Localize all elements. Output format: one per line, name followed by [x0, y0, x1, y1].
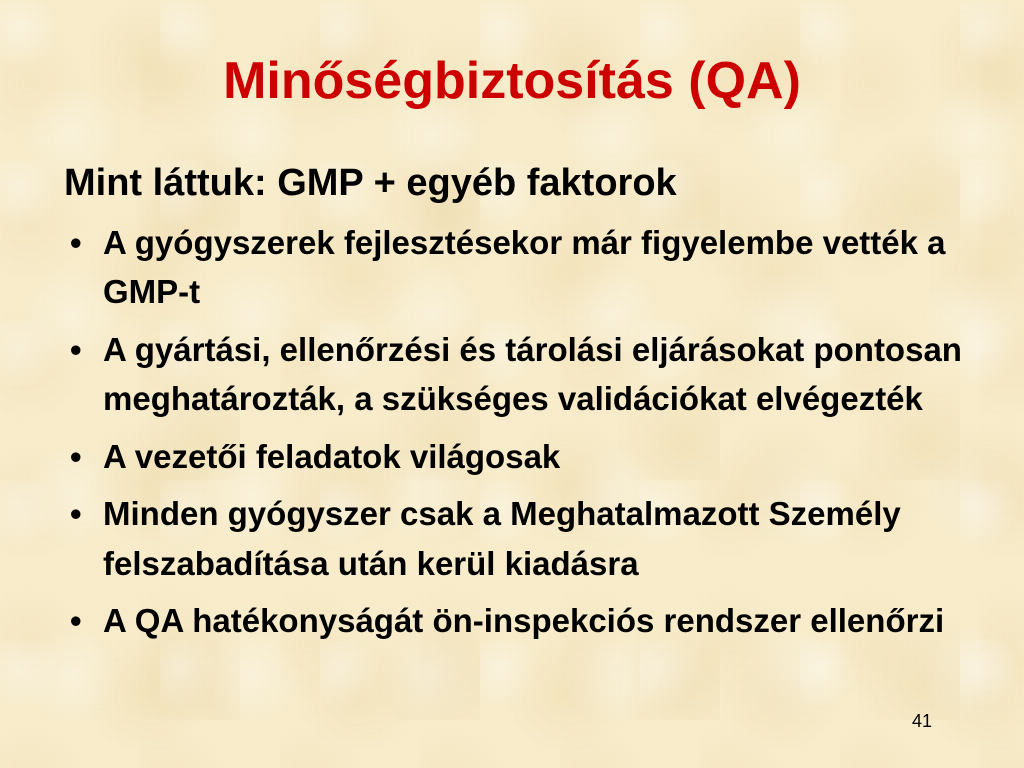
bullet-item — [64, 489, 974, 588]
bullet-item — [64, 325, 974, 424]
lead-text: Mint láttuk: GMP + egyéb faktorok — [64, 162, 677, 204]
slide-title: Minőségbiztosítás (QA) — [223, 52, 801, 110]
bullet-list — [64, 218, 974, 646]
bullet-dot: • — [70, 330, 82, 368]
bullet-dot: • — [70, 437, 82, 475]
slide-content — [64, 160, 974, 654]
bullet-text: A gyógyszerek fejlesztésekor már figyelembe vették a GMP-t — [103, 223, 946, 310]
bullet-item — [64, 432, 974, 482]
bullet-item — [64, 218, 974, 317]
bullet-dot: • — [70, 602, 82, 639]
bullet-item — [64, 596, 974, 646]
bullet-text: A vezetői feladatok világosak — [103, 437, 561, 475]
bullet-text: Minden gyógyszer csak a Meghatalmazott Személy felszabadítása után kerül kiadásra — [103, 495, 901, 582]
bullet-dot: • — [70, 495, 82, 532]
bullet-text: A gyártási, ellenőrzési és tárolási eljárásokat pontosan meghatározták, a szükséges validációkat elvégezték — [103, 330, 962, 417]
bullet-text: A QA hatékonyságát ön-inspekciós rendszer ellenőrzi — [103, 602, 945, 639]
bullet-dot: • — [70, 223, 82, 261]
page-number: 41 — [911, 711, 932, 731]
